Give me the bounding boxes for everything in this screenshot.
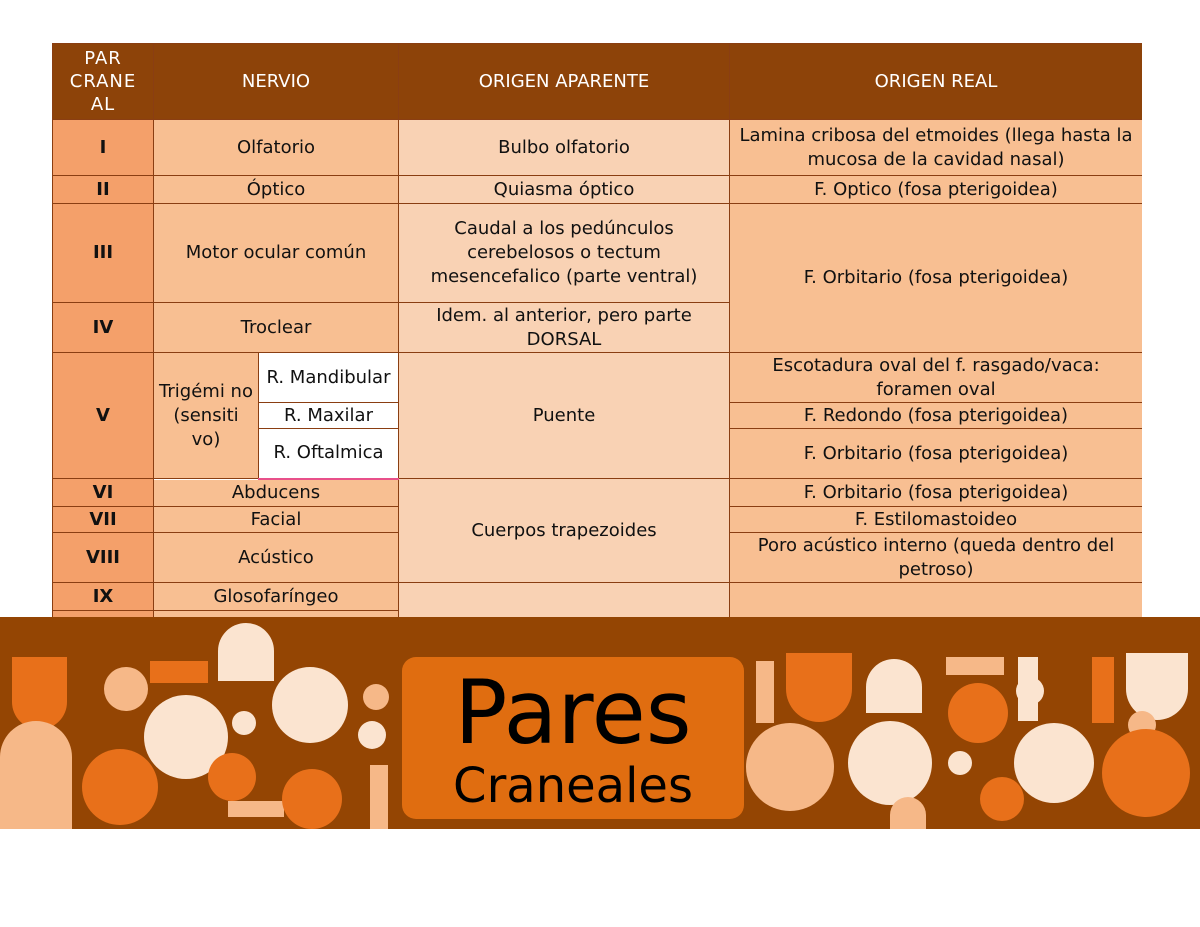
circle-shape	[363, 684, 389, 710]
origen-real-cell: F. Redondo (fosa pterigoidea)	[730, 403, 1143, 429]
row-num: VI	[53, 479, 154, 507]
nervio-cell: Troclear	[154, 303, 399, 353]
origen-aparente-cell: Caudal a los pedúnculos cerebelosos o tectum mesencefalico (parte ventral)	[399, 204, 730, 303]
table-row	[53, 120, 1143, 176]
origen-aparente-cell: Idem. al anterior, pero parte DORSAL	[399, 303, 730, 353]
origen-real-cell: F. Orbitario (fosa pterigoidea)	[730, 429, 1143, 479]
bar-shape	[370, 765, 388, 829]
row-num: IV	[53, 303, 154, 353]
bar-shape	[228, 801, 284, 817]
bar-shape	[756, 661, 774, 723]
rama-mandibular-cell: R. Mandibular	[259, 353, 399, 403]
nervio-cell: Olfatorio	[154, 120, 399, 176]
origen-real-cell	[730, 583, 1143, 618]
cranial-nerves-table	[52, 43, 1142, 617]
banner-subtitle: Craneales	[453, 758, 693, 814]
origen-aparente-cell	[399, 583, 730, 618]
arch-shape	[786, 653, 852, 722]
nervio-cell: Facial	[154, 507, 399, 533]
bar-shape	[1092, 657, 1114, 723]
arch-shape	[12, 657, 67, 729]
circle-shape	[1102, 729, 1190, 817]
table-row	[53, 479, 1143, 507]
row-num: V	[53, 353, 154, 479]
arch-shape	[218, 623, 274, 681]
nervio-cell: Óptico	[154, 176, 399, 204]
header-origen-real: ORIGEN REAL	[730, 44, 1143, 120]
table-row	[53, 583, 1143, 611]
circle-shape	[358, 721, 386, 749]
origen-real-cell: F. Orbitario (fosa pterigoidea)	[730, 479, 1143, 507]
table-row	[53, 353, 1143, 403]
table	[52, 43, 1142, 617]
nervio-cell: Abducens	[154, 479, 399, 507]
origen-real-cell: F. Estilomastoideo	[730, 507, 1143, 533]
circle-shape	[948, 751, 972, 775]
origen-real-cell: Poro acústico interno (queda dentro del petroso)	[730, 533, 1143, 583]
circle-shape	[1014, 723, 1094, 803]
row-num: II	[53, 176, 154, 204]
row-num: III	[53, 204, 154, 303]
origen-real-cell: F. Optico (fosa pterigoidea)	[730, 176, 1143, 204]
circle-shape	[272, 667, 348, 743]
origen-aparente-cell: Bulbo olfatorio	[399, 120, 730, 176]
rama-oftalmica-cell: R. Oftalmica	[259, 429, 399, 479]
bar-shape	[946, 657, 1004, 675]
banner-title: Pares	[454, 661, 692, 764]
header-nervio: NERVIO	[154, 44, 399, 120]
circle-shape	[746, 723, 834, 811]
circle-shape	[104, 667, 148, 711]
origen-real-cell: Lamina cribosa del etmoides (llega hasta la mucosa de la cavidad nasal)	[730, 120, 1143, 176]
origen-aparente-cell: Puente	[399, 353, 730, 479]
circle-shape	[980, 777, 1024, 821]
circle-shape	[232, 711, 256, 735]
nervio-cell: Glosofaríngeo	[154, 583, 399, 611]
header-row	[53, 44, 1143, 120]
origen-real-cell: Escotadura oval del f. rasgado/vaca: foramen oval	[730, 353, 1143, 403]
table-row	[53, 176, 1143, 204]
rama-maxilar-cell: R. Maxilar	[259, 403, 399, 429]
header-origen-aparente: ORIGEN APARENTE	[399, 44, 730, 120]
bar-shape	[1018, 657, 1038, 721]
nervio-cell: Acústico	[154, 533, 399, 583]
row-num: VII	[53, 507, 154, 533]
circle-shape	[948, 683, 1008, 743]
arch-shape	[0, 721, 72, 829]
trigemino-cell: Trigémi no (sensiti vo)	[154, 353, 259, 479]
bar-shape	[150, 661, 208, 683]
table-row	[53, 204, 1143, 303]
row-num: VIII	[53, 533, 154, 583]
origen-aparente-cell: Quiasma óptico	[399, 176, 730, 204]
header-par-craneal: PAR CRANE AL	[53, 44, 154, 120]
arch-shape	[866, 659, 922, 713]
row-num: IX	[53, 583, 154, 611]
origen-real-cell: F. Orbitario (fosa pterigoidea)	[730, 204, 1143, 353]
circle-shape	[848, 721, 932, 805]
circle-shape	[208, 753, 256, 801]
nervio-cell: Motor ocular común	[154, 204, 399, 303]
title-banner	[0, 617, 1200, 829]
arch-shape	[1126, 653, 1188, 720]
circle-shape	[282, 769, 342, 829]
row-num: I	[53, 120, 154, 176]
title-box	[402, 657, 744, 819]
origen-aparente-cell: Cuerpos trapezoides	[399, 479, 730, 583]
circle-shape	[82, 749, 158, 825]
